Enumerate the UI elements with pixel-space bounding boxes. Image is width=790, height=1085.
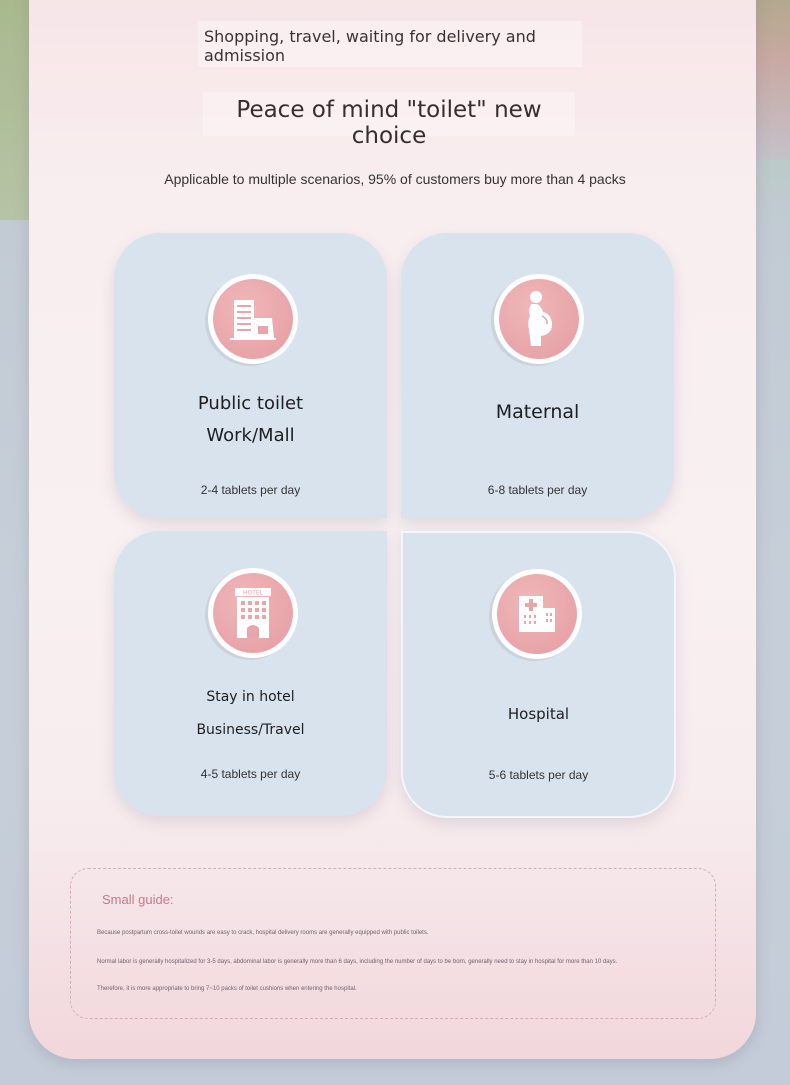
icon-ring — [494, 274, 584, 364]
hotel-icon — [213, 573, 293, 653]
icon-ring — [492, 569, 582, 659]
icon-ring — [208, 274, 298, 364]
background-right-strip — [750, 0, 790, 160]
scenario-card-hospital — [401, 531, 676, 818]
card-title-line1: Maternal — [495, 401, 580, 423]
page-title: Peace of mind "toilet" new choice — [236, 97, 542, 149]
pregnant-woman-icon — [499, 279, 579, 359]
icon-ring — [208, 568, 298, 658]
card-title-line2: Business/Travel — [196, 722, 305, 738]
guide-title: Small guide: — [102, 892, 174, 907]
banner-text: Shopping, travel, waiting for delivery and admission — [204, 27, 536, 65]
guide-paragraph: Therefore, it is more appropriate to bring 7~10 packs of toilet cushions when entering the hospital. — [97, 986, 357, 992]
guide-paragraph: Normal labor is generally hospitalized for 3-5 days, abdominal labor is generally more than 6 days, including the number of days to be born, generally need to stay in hospital for more than 10 days. — [97, 959, 618, 965]
card-title-line1: Hospital — [507, 705, 570, 723]
card-note: 5-6 tablets per day — [488, 768, 589, 782]
card-note: 2-4 tablets per day — [200, 483, 301, 497]
hotel-sign-label: HOTEL — [242, 589, 264, 597]
card-title-line1: Stay in hotel — [206, 689, 295, 705]
page-subtitle: Applicable to multiple scenarios, 95% of customers buy more than 4 packs — [164, 171, 626, 187]
scenario-card-public-toilet — [114, 233, 387, 518]
scenario-card-maternal — [401, 233, 674, 518]
scenario-card-hotel — [114, 531, 387, 816]
card-note: 4-5 tablets per day — [200, 767, 301, 781]
guide-box — [70, 868, 716, 1019]
guide-paragraph: Because postpartum cross-toilet wounds are easy to crack, hospital delivery rooms are generally equipped with public toilets. — [97, 930, 429, 936]
card-title-line1: Public toilet — [197, 393, 304, 414]
card-title-line2: Work/Mall — [206, 425, 295, 446]
card-note: 6-8 tablets per day — [487, 483, 588, 497]
hospital-icon — [497, 574, 577, 654]
office-building-icon — [213, 279, 293, 359]
